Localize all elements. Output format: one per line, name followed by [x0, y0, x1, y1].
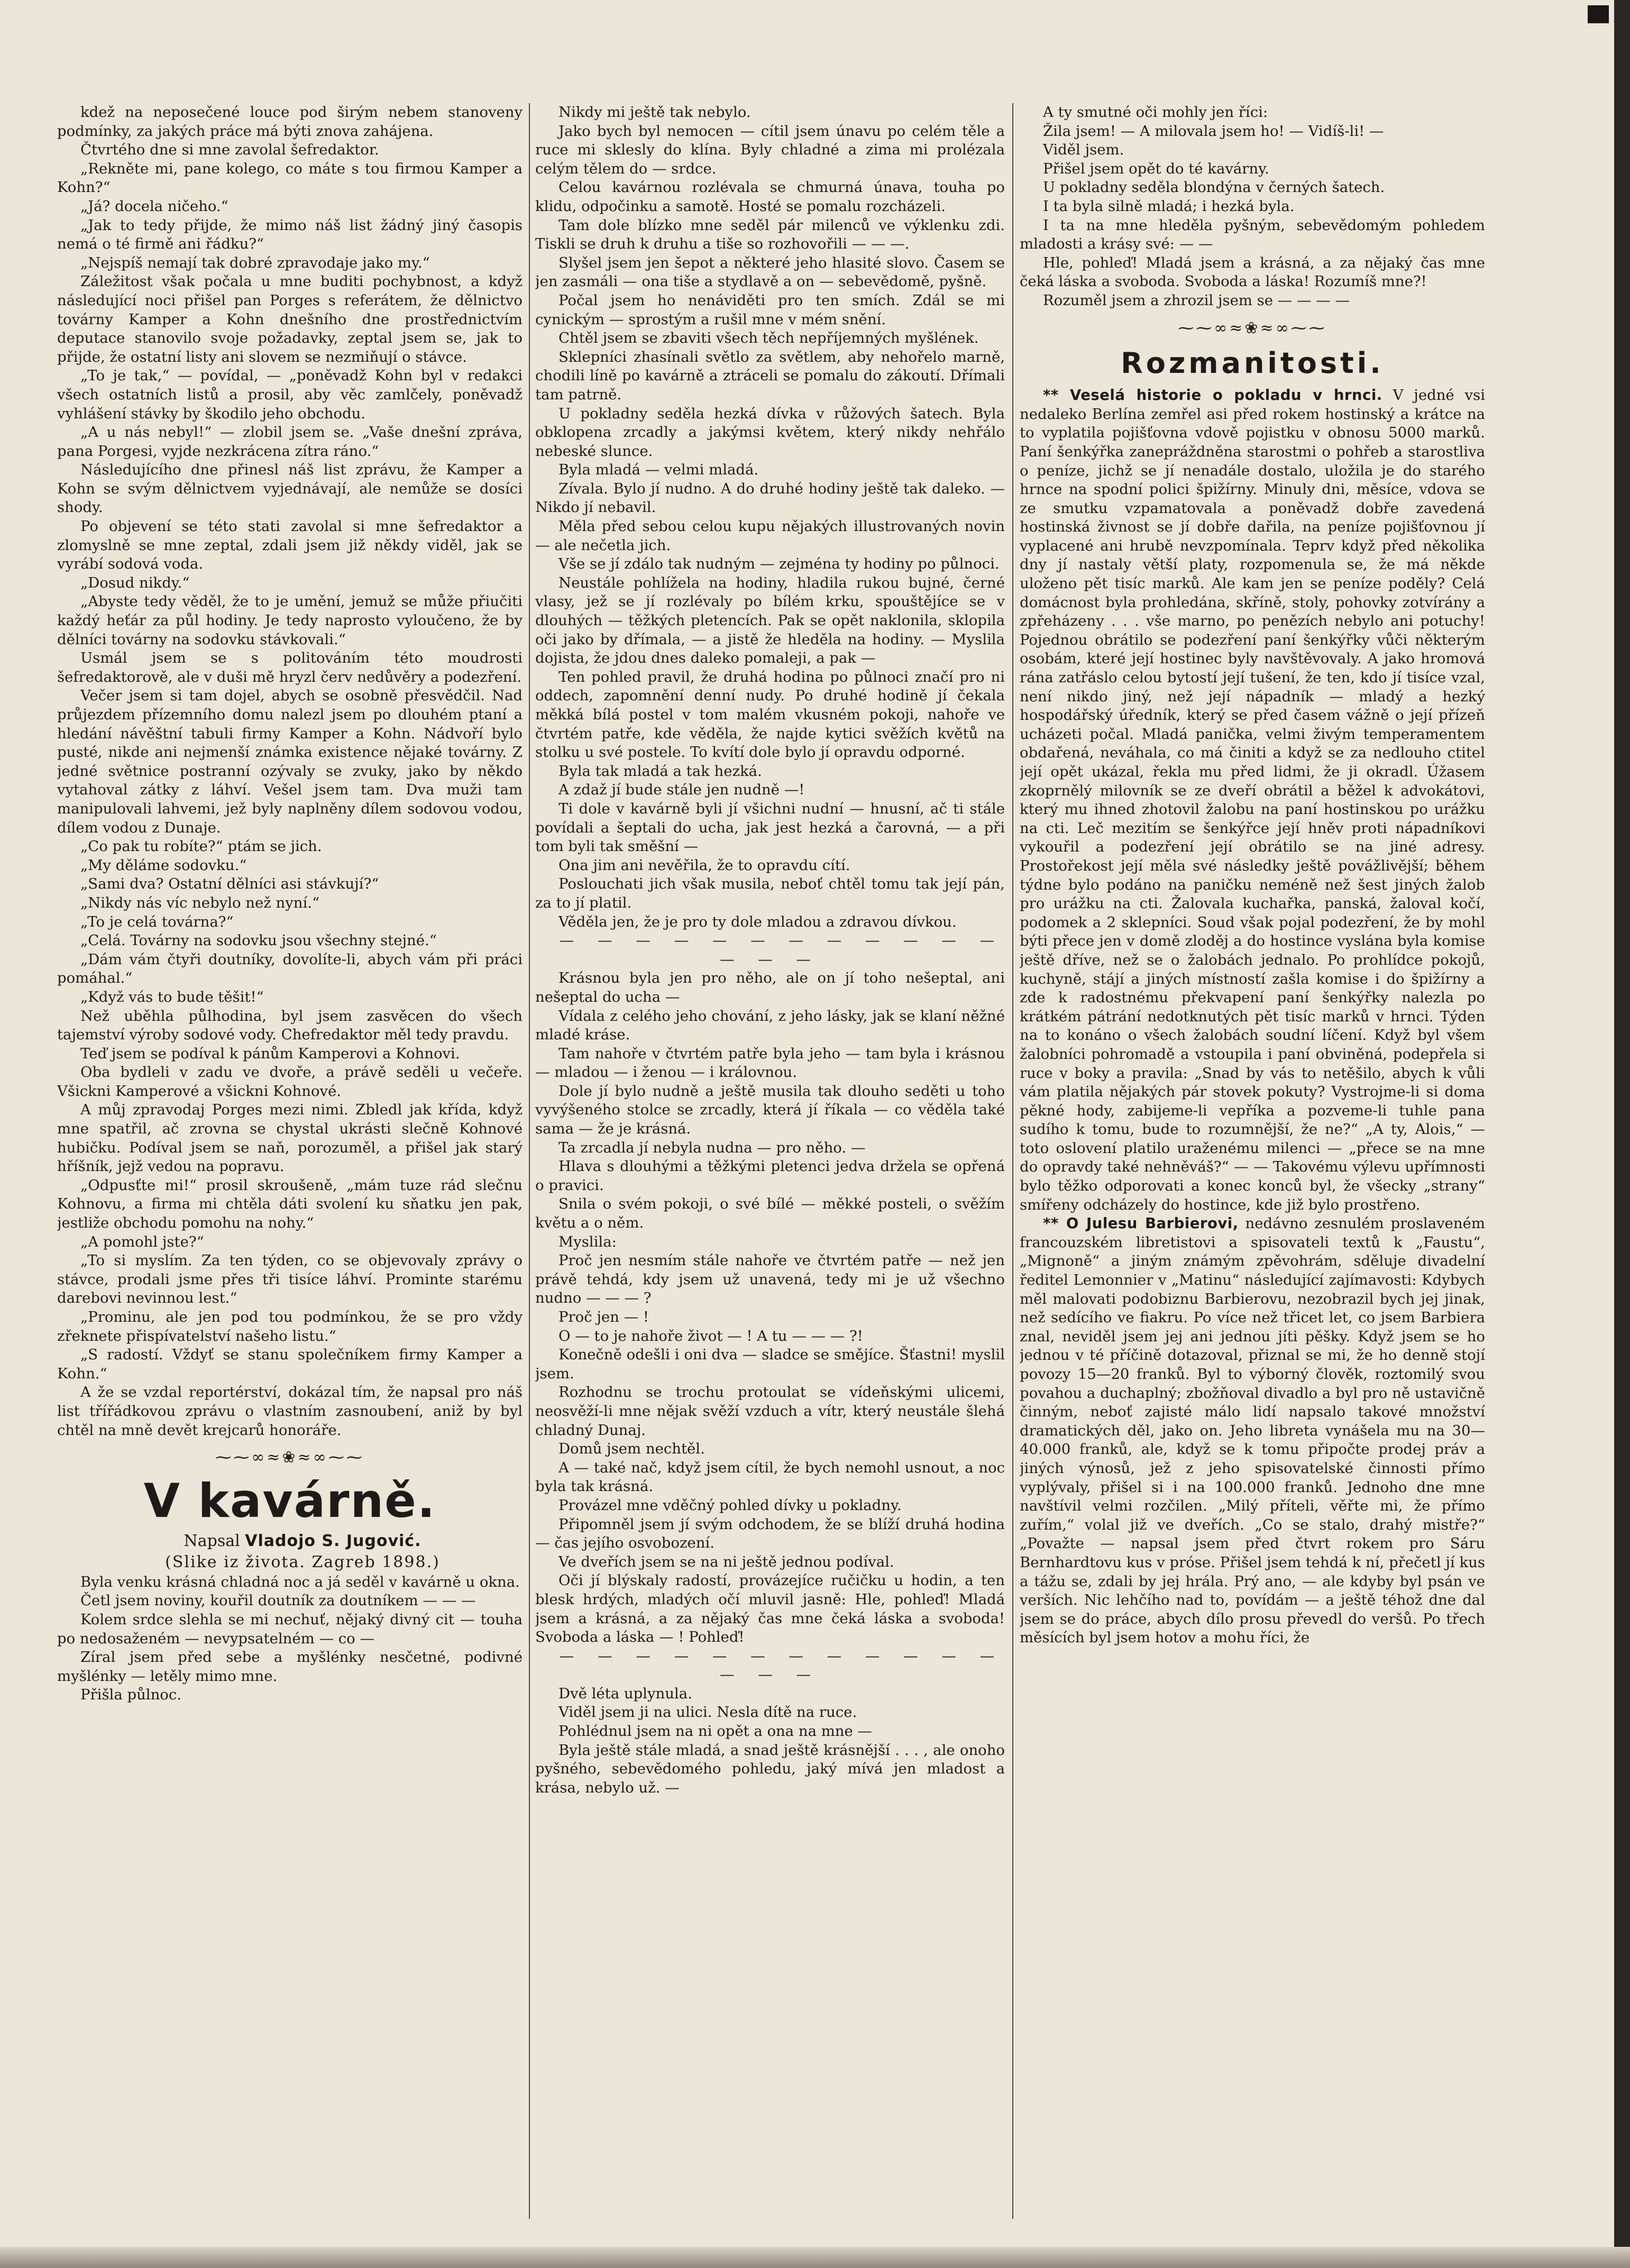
page-edge — [1614, 0, 1630, 2268]
paragraph: Následujícího dne přinesl náš list zprávu, že Kamper a Kohn se svým dělnictvem vyjednávají, ale nemůže se dosíci shody. — [57, 461, 523, 516]
paragraph: „Když vás to bude těšit!“ — [80, 988, 264, 1005]
paragraph: Žila jsem! — A milovala jsem ho! — Vidíš-li! — — [1043, 122, 1384, 140]
paragraph: Vše se jí zdálo tak nudným — zejména ty hodiny po půlnoci. — [558, 555, 1000, 573]
paragraph: Vídala z celého jeho chování, z jeho lásky, jak se klaní něžné mladé kráse. — [535, 1007, 1005, 1044]
paragraph: „Prominu, ale jen pod tou podmínkou, že se pro vždy zřeknete přispívatelství našeho listu.“ — [57, 1309, 523, 1345]
paragraph: „To si myslím. Za ten týden, co se objevovaly zprávy o stávce, prodali jsme přes tři tisíce láhví. Prominte starému darebovi nevinnou lest.“ — [57, 1252, 523, 1307]
paragraph: Ona jim ani nevěřila, že to opravdu cítí. — [558, 856, 850, 874]
paragraph: Připomněl jsem jí svým odchodem, že se blíží druhá hodina — čas jejího osvobození. — [535, 1515, 1005, 1552]
paragraph: „Jak to tedy přijde, že mimo náš list žádný jiný časopis nemá o té firmě ani řádku?“ — [57, 216, 523, 253]
paragraph: Celou kavárnou rozlévala se chmurná únava, touha po klidu, odpočinku a samotě. Hosté se pomalu rozcházeli. — [535, 179, 1005, 215]
paragraph: Dole jí bylo nudně a ještě musila tak dlouho seděti u toho vyvýšeného stolce se zrcadly, která jí říkala — co věděla také sama — že je krásná. — [535, 1082, 1005, 1138]
paragraph: Než uběhla půlhodina, byl jsem zasvěcen do všech tajemství výroby sodové vody. Chefredaktor měl tedy pravdu. — [57, 1007, 523, 1044]
paragraph: A — také nač, když jsem cítil, že bych nemohl usnout, a noc byla tak krásná. — [535, 1459, 1005, 1495]
paragraph: Oči jí blýskaly radostí, provázejíce ručičku u hodin, a ten blesk hrdých, mladých očí mluvil jasně: Hle, pohleď! Mladá jsem a krásná, a za nějaký čas mne čeká láska a svoboda! Svoboda a láska — ! Pohleď! — [535, 1572, 1005, 1646]
paragraph: „S radostí. Vždyť se stanu společníkem firmy Kamper a Kohn.“ — [57, 1346, 523, 1382]
notice-heading: ** Veselá historie o pokladu v hrnci. — [1043, 387, 1382, 404]
paragraph: kdež na neposečené louce pod širým nebem stanoveny podmínky, za jakých práce má býti znova zahájena. — [57, 104, 523, 140]
paragraph: „Co pak tu robíte?“ ptám se jich. — [80, 838, 322, 855]
notice-body: V jedné vsi nedaleko Berlína zemřel asi před rokem hostinský a krátce na to vyplatila pojišťovna vdově pojistku v obnosu 5000 marků. Paní šenkýřka zanepráždněna starostmi o pohřeb a starostliva o peníze, jichž se jí nenadále dostalo, uložila je do starého hrnce na spodní polici špižírny. Minuly dni, měsíce, vdova se ze smutku vzpamatovala a poněvadž dobře zavedená hostinská živnost se jí dobře dařila, na peníze pojišťovnou jí vyplacené ani hrubě nevzpomínala. Teprv když před několika dny jí nastaly větší platy, rozpomenula se, že má někde uloženo pět tisíc marků. Ale kam jen se peníze poděly? Celá domácnost byla prohledána, skříně, stoly, pohovky zotvírány a zpřeházeny . . . vše marno, po penězích nebylo ani potuchy! Pojednou obrátilo se podezření paní šenkýřky vůči některým osobám, které její hostinec byly navštěvovaly. A jako hromová rána zatřáslo celou bytostí její tušení, že ten, kdo jí tisíce vzal, není nikdo jiný, než její nápadník — mladý a hezký hospodářský úředník, který se před časem vážně o její přízeň ucházeti počal. Mladá panička, velmi živým temperamentem obdařená, neváhala, co má činiti a když se za nedlouho ctitel její opět ukázal, řekla mu před lidmi, že ji okradl. Úžasem zkoprnělý milovník se ze dveří obrátil a běžel k advokátovi, který mu ihned zhotovil žalobu na paní hostinskou po urážku na cti. Leč mezitím se šenkýřce její hněv proti nápadníkovi vykouřil a podezření její obrátilo se na jiné adresy. Prostořekost její měla své následky ještě povážlivější; během týdne bylo podáno na paničku neméně než šest jiných žalob pro urážku na cti. Žalovala kuchařka, panská, žaloval kočí, podomek a 2 sklepníci. Soud však pojal podezření, že by mohl býti přece jen v domě zloděj a do hostince vyslána byla komise ještě dříve, než se o žalobách jednalo. Po prohlídce pokojů, kuchyně, stájí a jiných místností zašla komise i do špižírny a zde k radostnému překvapení paní šenkýřky nalezla po krátkém pátrání nedotknutých pět tisíc marků v hrnci. Týden na to konáno o všech žalobách soudní líčení. Když byl všem žalobníci pohromadě a vstoupila i paní obviněná, podepřela si ruce v boky a pravila: „Snad by vás to netěšilo, abych k vůli vám platila nějakých pár stovek pokuty? Vystrojme-li si doma pěkné hody, zabijeme-li vepříka a pozveme-li tuhle pana sudího k tomu, bude to rozumnější, že ne?“ „A ty, Alois,“ — toto oslovení platilo uraženému milenci — „přece se na mne do opravdy také nehněváš?“ — — Takovému výlevu upřímnosti bylo těžko odporovati a konec konců byl, že všecky „strany“ smířeny odcházely do hostince, kde již bylo prostřeno. — [1020, 387, 1485, 1213]
paragraph: Viděl jsem. — [1043, 141, 1124, 159]
corner-mark — [1588, 5, 1609, 23]
paragraph: Viděl jsem ji na ulici. Nesla dítě na ruce. — [558, 1704, 857, 1721]
paragraph: Byla venku krásná chladná noc a já seděl v kavárně u okna. — [80, 1573, 520, 1590]
paragraph: „Odpusťte mi!“ prosil skroušeně, „mám tuze rád slečnu Kohnovu, a firma mi chtěla dáti svolení ku sňatku jen pak, jestliže obchodu pomohu na nohy.“ — [57, 1176, 523, 1232]
paragraph: Jako bych byl nemocen — cítil jsem únavu po celém těle a ruce mi sklesly do klína. Byly chladné a zima mi prolézala celým tělem do — srdce. — [535, 122, 1005, 177]
story-author: Vladojo S. Jugović. — [245, 1531, 422, 1550]
paragraph: „Dám vám čtyři doutníky, dovolíte-li, abych vám při práci pomáhal.“ — [57, 950, 523, 987]
paragraph: „To je celá továrna?“ — [80, 913, 234, 930]
paragraph: U pokladny seděla blondýna v černých šatech. — [1043, 179, 1385, 196]
section-title: Rozmanitosti. — [1121, 346, 1384, 380]
paragraph: Četl jsem noviny, kouřil doutník za doutníkem — — — — [80, 1592, 476, 1609]
paragraph: Slyšel jsem jen šepot a některé jeho hlasité slovo. Časem se jen zasmáli — ona tiše a stydlavě a on — sebevědomě, pyšně. — [535, 254, 1005, 290]
paragraph: „A u nás nebyl!“ — zlobil jsem se. „Vaše dnešní zpráva, pana Porgesi, vyjde nezkrácena zítra ráno.“ — [57, 424, 523, 460]
paragraph: U pokladny seděla hezká dívka v růžových šatech. Byla obklopena zrcadly a jakýmsi květem, který nikdy nehřálo nebeské slunce. — [535, 405, 1005, 460]
paragraph: Kolem srdce slehla se mi nechuť, nějaký divný cit — touha po nedosaženém — nevypsatelném — co — — [57, 1611, 523, 1647]
paragraph: „Já? docela ničeho.“ — [80, 197, 228, 215]
paragraph: Měla před sebou celou kupu nějakých illustrovaných novin — ale nečetla jich. — [535, 518, 1005, 554]
paragraph: Poslouchati jich však musila, neboť chtěl tomu tak její pán, za to jí platil. — [535, 875, 1005, 911]
page-bottom-edge — [0, 2247, 1630, 2268]
paragraph: Neustále pohlížela na hodiny, hladila rukou bujné, černé vlasy, jež se jí rozlévaly po bílém krku, spouštějíce se v dlouhých — těžkých pletencích. Pak se opět naklonila, sklopila oči jako by dřímala, — a jistě že hleděla na hodiny. — Myslila dojista, že jdou dnes daleko pomaleji, a pak — — [535, 574, 1005, 667]
story-byline — [57, 1531, 523, 1552]
notice-barbier — [1020, 1214, 1485, 1648]
paragraph: Oba bydleli v zadu ve dvoře, a právě seděli u večeře. Všickni Kamperové a všickni Kohnové. — [57, 1064, 523, 1100]
story-text — [57, 1573, 523, 1705]
paragraph: Pohlédnul jsem na ni opět a ona na mne — — [558, 1723, 873, 1740]
right-column-text — [1020, 103, 1485, 310]
paragraph: I ta byla silně mladá; i hezká byla. — [1043, 197, 1295, 215]
paragraph: Ti dole v kavárně byli jí všichni nudní — hnusní, ač ti stále povídali a šeptali do ucha, jak jest hezká a čarovná, — a při tom byli tak směšní — — [535, 800, 1005, 855]
notice-veselá-historie — [1020, 386, 1485, 1214]
paragraph: „Rekněte mi, pane kolego, co máte s tou firmou Kamper a Kohn?“ — [57, 160, 523, 196]
paragraph: Zíral jsem před sebe a myšlénky nesčetné, podivné myšlénky — letěly mimo mne. — [57, 1649, 523, 1685]
paragraph: Přišel jsem opět do té kavárny. — [1043, 160, 1269, 177]
paragraph: O — to je nahoře život — ! A tu — — — ?! — [558, 1327, 863, 1345]
paragraph: Ten pohled pravil, že druhá hodina po půlnoci značí pro ni oddech, zapomnění denní nudy. Po druhé hodině jí čekala měkká bílá postel v tom malém vkusném pokoji, nahoře ve čtvrtém patře, kde věděla, že najde kytici svěžích květů na stolku u své postele. To kvítí dole bylo jí opravdu odporné. — [535, 668, 1005, 761]
divider-ornament: ⁓⁓∞≈❀≈∞⁓⁓ — [1178, 318, 1327, 337]
paragraph: Byla mladá — velmi mladá. — [558, 461, 759, 479]
paragraph: Tam nahoře v čtvrtém patře byla jeho — tam byla i krásnou — mladou — i ženou — i královnou. — [535, 1045, 1005, 1081]
paragraph: Myslila: — [558, 1233, 617, 1250]
byline-prefix: Napsal — [184, 1531, 240, 1550]
paragraph: Snila o svém pokoji, o své bílé — měkké posteli, o svěžím květu a o něm. — [535, 1195, 1005, 1232]
left-column-text — [57, 103, 523, 1440]
story-title: V kavárně. — [143, 1473, 436, 1528]
paragraph: — — — — — — — — — — — — — — — — [559, 932, 1004, 968]
paragraph: Teď jsem se podíval k pánům Kamperovi a Kohnovi. — [80, 1045, 460, 1062]
paragraph: Přišla půlnoc. — [80, 1686, 182, 1704]
paragraph: A že se vzdal reportérství, dokázal tím, že napsal pro náš list třířádkovou zprávu o vlastním zasnoubení, aniž by byl chtěl na mně devět krejcarů honoráře. — [57, 1384, 523, 1439]
paragraph: „Nikdy nás víc nebylo než nyní.“ — [80, 894, 320, 911]
paragraph: Proč jen — ! — [558, 1309, 649, 1325]
paragraph: Byla ještě stále mladá, a snad ještě krásnější . . . , ale onoho pyšného, sebevědomého pohledu, jaký mívá jen mladost a krása, nebylo už. — — [535, 1741, 1005, 1796]
paragraph: Domů jsem nechtěl. — [558, 1440, 705, 1458]
paragraph: „Nejspíš nemají tak dobré zpravodaje jako my.“ — [80, 254, 430, 271]
paragraph: A ty smutné oči mohly jen říci: — [1043, 104, 1268, 121]
column-rule — [529, 103, 530, 2219]
paragraph: Počal jsem ho nenáviděti pro ten smích. Zdál se mi cynickým — sprostým a rušil mne v mém snění. — [535, 291, 1005, 328]
story-source: (Slike iz života. Zagreb 1898.) — [165, 1552, 440, 1571]
paragraph: Večer jsem si tam dojel, abych se osobně přesvědčil. Nad průjezdem přízemního domu nalezl jsem po dlouhém ptaní a hledání návěštní tabuli firmy Kamper a Kohn. Nádvoří bylo pusté, nikde ani nejmenší známka existence nějaké továrny. Z jedné světnice postranní ozývaly se zvuky, jako by někdo vytahoval zátky z láhví. Vešel jsem tam. Dva muži tam manipulovali lahvemi, jež byly naplněny dílem sodovou vodou, dílem vodou z Dunaje. — [57, 687, 523, 836]
paragraph: Zívala. Bylo jí nudno. A do druhé hodiny ještě tak daleko. — Nikdo jí nebavil. — [535, 480, 1005, 516]
middle-column-text — [535, 103, 1005, 1797]
paragraph: Konečně odešli i oni dva — sladce se smějíce. Šťastni! myslil jsem. — [535, 1346, 1005, 1382]
paragraph: Tam dole blízko mne seděl pár milenců ve výklenku zdi. Tiskli se druh k druhu a tiše so rozhovořili — — —. — [535, 216, 1005, 253]
paragraph: Záležitost však počala u mne buditi pochybnost, a když následující noci přišel pan Porges s referátem, že dělnictvo továrny Kamper a Kohn dnešního dne prostřednictvím deputace stanovilo svoje požadavky, zeptal jsem se, jak to přijde, že ostatní listy ani slovem se nezmiňují o stávce. — [57, 273, 523, 365]
paragraph: Po objevení se této stati zavolal si mne šefredaktor a zlomyslně se mne zeptal, zdali jsem již někdy viděl, jak se vyrábí sodová voda. — [57, 518, 523, 573]
paragraph: A můj zpravodaj Porges mezi nimi. Zbledl jak křída, když mne spatřil, ač zrovna se chystal ukrásti slečně Kohnové hubičku. Podíval jsem se naň, porozuměl, a přišel jak starý hříšník, jejž vedou na popravu. — [57, 1101, 523, 1175]
paragraph: Rozuměl jsem a zhrozil jsem se — — — — — [1043, 291, 1350, 309]
right-column — [1020, 103, 1485, 2235]
middle-column — [535, 103, 1005, 2235]
paragraph: — — — — — — — — — — — — — — — — [559, 1647, 1004, 1684]
paragraph: Provázel mne vděčný pohled dívky u pokladny. — [558, 1496, 902, 1514]
notice-heading: ** O Julesu Barbierovi, — [1043, 1215, 1239, 1232]
paragraph: Byla tak mladá a tak hezká. — [558, 762, 762, 780]
paragraph: Hle, pohleď! Mladá jsem a krásná, a za nějaký čas mne čeká láska a svoboda. Svoboda a láska! Rozumíš mne?! — [1020, 254, 1485, 290]
paragraph: „My děláme sodovku.“ — [80, 856, 247, 874]
paragraph: Usmál jsem se s politováním této moudrosti šefredaktorově, ale v duši mě hryzl červ nedůvěry a podezření. — [57, 650, 523, 685]
paragraph: „Dosud nikdy.“ — [80, 574, 190, 591]
paragraph: Proč jen nesmím stále nahoře ve čtvrtém patře — než jen právě tehdá, kdy jsem už unavená, tedy mi je už všechno nudno — — — ? — [535, 1252, 1005, 1307]
paragraph: „Sami dva? Ostatní dělníci asi stávkují?“ — [80, 875, 379, 893]
paragraph: Ta zrcadla jí nebyla nudna — pro něho. — — [558, 1139, 866, 1156]
paragraph: Krásnou byla jen pro něho, ale on jí toho nešeptal, ani nešeptal do ucha — — [535, 970, 1005, 1005]
paragraph: I ta na mne hleděla pyšným, sebevědomým pohledem mladosti a krásy své: — — — [1020, 216, 1485, 253]
paragraph: Rozhodnu se trochu protoulat se vídeňskými ulicemi, neosvěží-li mne nějak svěží vzduch a vítr, který neustále šlehá chladný Dunaj. — [535, 1384, 1005, 1439]
paragraph: „Abyste tedy věděl, že to je umění, jemuž se může přiučiti každý heťár za půl hodiny. Je tedy naprosto vyloučeno, že by dělníci továrny na sodovku stávkovali.“ — [57, 593, 523, 648]
paragraph: Hlava s dlouhými a těžkými pletenci jedva držela se opřená o pravici. — [535, 1158, 1005, 1194]
paragraph: Dvě léta uplynula. — [558, 1685, 692, 1702]
paragraph: „To je tak,“ — povídal, — „poněvadž Kohn byl v redakci všech ostatních listů a prosil, aby věc zamlčely, poněvadž vyhlášení stávky by škodilo jeho obchodu. — [57, 367, 523, 422]
divider-ornament: ⁓⁓∞≈❀≈∞⁓⁓ — [215, 1448, 364, 1467]
paragraph: Sklepníci zhasínali světlo za světlem, aby nehořelo marně, chodili líně po kavárně a ztráceli se pomalu do zákoutí. Dřímali tam patrně. — [535, 348, 1005, 403]
paragraph: Chtěl jsem se zbaviti všech těch nepříjemných myšlének. — [558, 330, 979, 347]
column-rule — [1012, 103, 1013, 2219]
left-column — [57, 103, 523, 2235]
paragraph: Ve dveřích jsem se na ni ještě jednou podíval. — [558, 1553, 894, 1570]
paragraph: Nikdy mi ještě tak nebylo. — [558, 104, 751, 121]
paragraph: „A pomohl jste?“ — [80, 1233, 204, 1250]
paragraph: Věděla jen, že je pro ty dole mladou a zdravou dívkou. — [558, 913, 957, 930]
paragraph: Čtvrtého dne si mne zavolal šefredaktor. — [80, 141, 379, 159]
notice-body: nedávno zesnulém proslaveném francouzském libretistovi a spisovateli textů k „Faustu“, „Mignoně“ a jiným známým zpěvohrám, sděluje divadelní ředitel Lemonnier v „Matinu“ následující zajímavosti: Kdybych měl malovati podobiznu Barbierovu, nezobrazil bych jej jinak, než sedícího ve fiakru. Po více než třicet let, co jsem Barbiera znal, neviděl jsem jej ani jednou jíti pěšky. Když jsem se ho jednou v té příčině dotazoval, přiznal se mi, že ho denně stojí povozy 15—20 franků. Byl to výborný člověk, roztomilý svou povahou a duchaplný; zbožňoval divadlo a byl pro ně ustavičně činným, neboť zajisté málo lidí napsalo takové množství dramatických děl, jako on. Jeho libreta vynášela mu na 30—40.000 franků, ale, když se k tomu připočte prodej práv a jiných výnosů, jež z jeho spisovatelské činnosti přímo vyplývaly, přišel si i na 100.000 franků. Jednoho dne mne navštívil velmi rozčilen. „Milý příteli, věřte mi, že přímo zuřím,“ volal již ve dveřích. „Co se stalo, drahý mistře?“ „Považte — napsal jsem před čtvrt rokem pro Sáru Bernhardtovu kus v próse. Přišel jsem tehdá k ní, přečetl jí kus a tážu se, zdali by jej hrála. Prý ano, — ale kdyby byl psán ve verších. Nic lehčího nad to, povídám — a ještě téhož dne dal jsem se do práce, abych dílo prosu převedl do veršů. Po třech měsících byl jsem hotov a mohu říci, že — [1020, 1215, 1485, 1647]
paragraph: A zdaž jí bude stále jen nudně —! — [558, 781, 805, 799]
paragraph: „Celá. Továrny na sodovku jsou všechny stejné.“ — [80, 932, 437, 949]
